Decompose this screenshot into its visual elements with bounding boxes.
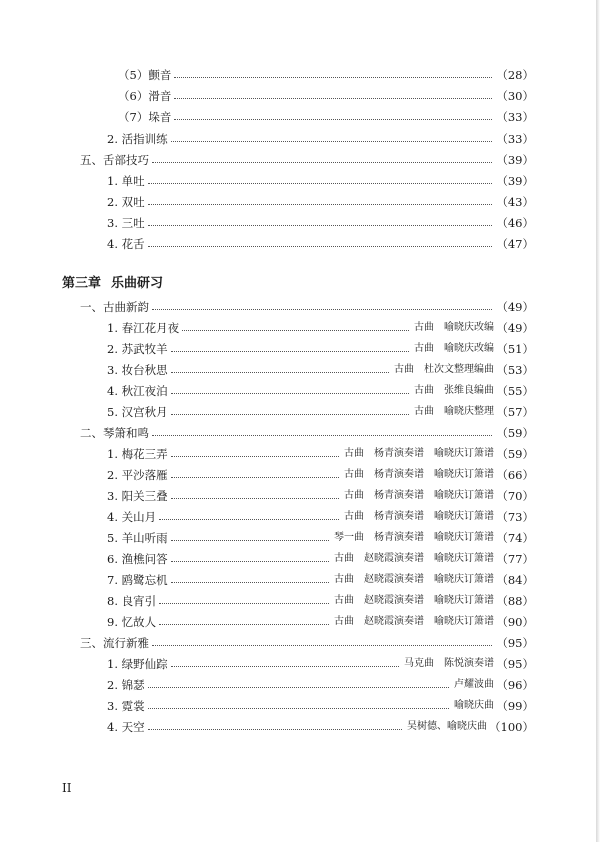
dot-leader <box>171 351 409 352</box>
toc-entry-page: （30） <box>496 89 534 103</box>
toc-entry-page: （95） <box>496 657 534 671</box>
toc-entry <box>0 340 600 358</box>
toc-entry-page: （39） <box>496 174 534 188</box>
toc-entry-credit: 马克曲 陈悦演奏谱 <box>401 655 494 673</box>
dot-leader <box>148 246 492 247</box>
dot-leader <box>148 204 492 205</box>
toc-entry <box>0 571 600 589</box>
toc-entry-credit: 古曲 杨青演奏谱 喻晓庆订箫谱 <box>341 445 494 463</box>
dot-leader <box>171 498 339 499</box>
toc-entry-title: 7. 鸥鹭忘机 <box>107 573 168 587</box>
toc-entry-page: （99） <box>496 699 534 713</box>
toc-entry-title: 2. 活指训练 <box>107 132 168 146</box>
toc-entry-credit: 吴树德、喻晓庆曲 <box>404 718 487 736</box>
dot-leader <box>174 77 492 78</box>
toc-entry <box>0 487 600 505</box>
toc-entry <box>0 151 600 169</box>
toc-entry <box>0 87 600 105</box>
toc-entry <box>0 655 600 673</box>
toc-entry <box>0 634 600 652</box>
toc-entry-page: （59） <box>496 426 534 440</box>
dot-leader <box>171 477 339 478</box>
toc-entry-page: （66） <box>496 468 534 482</box>
toc-entry-credit: 古曲 杨青演奏谱 喻晓庆订箫谱 <box>341 487 494 505</box>
toc-entry-page: （84） <box>496 573 534 587</box>
toc-entry <box>0 550 600 568</box>
page-number: II <box>62 781 72 795</box>
toc-entry <box>0 445 600 463</box>
dot-leader <box>171 372 389 373</box>
dot-leader <box>148 687 449 688</box>
toc-entry-title: 1. 梅花三弄 <box>107 447 168 461</box>
toc-entry-title: 1. 单吐 <box>107 174 145 188</box>
toc-entry-page: （90） <box>496 615 534 629</box>
toc-entry-page: （96） <box>496 678 534 692</box>
dot-leader <box>171 582 329 583</box>
toc-entry-title: 3. 三吐 <box>107 216 145 230</box>
toc-entry-page: （95） <box>496 636 534 650</box>
toc-entry-page: （53） <box>496 363 534 377</box>
toc-entry <box>0 193 600 211</box>
dot-leader <box>159 519 339 520</box>
toc-entry-page: （49） <box>496 300 534 314</box>
toc-entry-credit: 古曲 杨青演奏谱 喻晓庆订箫谱 <box>341 466 494 484</box>
toc-entry <box>0 676 600 694</box>
toc-entry-credit: 古曲 喻晓庆改编 <box>411 319 494 337</box>
toc-entry-title: （6）滑音 <box>118 89 172 103</box>
dot-leader <box>148 225 492 226</box>
toc-entry-title: 3. 阳关三叠 <box>107 489 168 503</box>
dot-leader <box>148 729 402 730</box>
dot-leader <box>159 603 329 604</box>
toc-entry-credit: 古曲 喻晓庆整理 <box>411 403 494 421</box>
toc-entry-page: （57） <box>496 405 534 419</box>
toc-entry <box>0 592 600 610</box>
toc-entry <box>0 319 600 337</box>
toc-entry-credit: 古曲 杨青演奏谱 喻晓庆订箫谱 <box>341 508 494 526</box>
toc-entry-page: （59） <box>496 447 534 461</box>
dot-leader <box>182 330 409 331</box>
toc-entry-title: 4. 花舌 <box>107 237 145 251</box>
toc-entry <box>0 172 600 190</box>
toc-entry <box>0 298 600 316</box>
toc-entry-page: （70） <box>496 489 534 503</box>
toc-entry-title: 4. 关山月 <box>107 510 157 524</box>
chapter-title: 乐曲研习 <box>111 276 164 291</box>
toc-entry <box>0 382 600 400</box>
toc-entry-title: （7）垛音 <box>118 110 172 124</box>
toc-entry-title: 9. 忆故人 <box>107 615 157 629</box>
toc-entry-credit: 古曲 杜次文整理编曲 <box>391 361 494 379</box>
dot-leader <box>174 119 492 120</box>
dot-leader <box>159 624 329 625</box>
toc-entry-page: （33） <box>496 132 534 146</box>
dot-leader <box>148 183 492 184</box>
toc-entry <box>0 108 600 126</box>
toc-entry-credit: 古曲 赵晓霞演奏谱 喻晓庆订箫谱 <box>331 592 494 610</box>
toc-entry <box>0 361 600 379</box>
toc-entry-page: （46） <box>496 216 534 230</box>
toc-entry-title: 4. 秋江夜泊 <box>107 384 168 398</box>
toc-entry-title: 1. 春江花月夜 <box>107 321 180 335</box>
toc-entry <box>0 214 600 232</box>
toc-entry-title: 3. 妆台秋思 <box>107 363 168 377</box>
toc-entry-page: （43） <box>496 195 534 209</box>
toc-entry-page: （73） <box>496 510 534 524</box>
dot-leader <box>171 561 329 562</box>
toc-entry-credit: 古曲 赵晓霞演奏谱 喻晓庆订箫谱 <box>331 550 494 568</box>
toc-entry-title: 3. 霓裳 <box>107 699 145 713</box>
toc-entry-page: （55） <box>496 384 534 398</box>
toc-entry-title: 一、古曲新韵 <box>80 300 149 314</box>
toc-entry-title: 2. 锦瑟 <box>107 678 145 692</box>
toc-entry-credit: 古曲 喻晓庆改编 <box>411 340 494 358</box>
toc-entry-page: （33） <box>496 110 534 124</box>
toc-entry-title: 1. 绿野仙踪 <box>107 657 168 671</box>
toc-entry-title: 4. 天空 <box>107 720 145 734</box>
dot-leader <box>171 393 409 394</box>
dot-leader <box>152 162 492 163</box>
toc-entry-title: 五、舌部技巧 <box>80 153 149 167</box>
toc-entry-credit: 喻晓庆曲 <box>451 697 494 715</box>
toc-entry-title: 2. 双吐 <box>107 195 145 209</box>
dot-leader <box>152 435 492 436</box>
toc-entry-page: （88） <box>496 594 534 608</box>
toc-entry <box>0 403 600 421</box>
page-edge-shadow <box>596 0 600 842</box>
toc-entry <box>0 466 600 484</box>
toc-entry <box>0 718 600 736</box>
toc-entry-page: （39） <box>496 153 534 167</box>
dot-leader <box>174 98 492 99</box>
toc-entry-credit: 琴一曲 杨青演奏谱 喻晓庆订箫谱 <box>331 529 494 547</box>
toc-entry-credit: 古曲 张维良编曲 <box>411 382 494 400</box>
toc-entry-title: （5）颤音 <box>118 68 172 82</box>
toc-entry-title: 2. 苏武牧羊 <box>107 342 168 356</box>
toc-entry-title: 8. 良宵引 <box>107 594 157 608</box>
toc-entry-title: 5. 羊山听雨 <box>107 531 168 545</box>
toc-entry-page: （49） <box>496 321 534 335</box>
toc-entry <box>0 130 600 148</box>
toc-entry-title: 5. 汉宫秋月 <box>107 405 168 419</box>
dot-leader <box>171 456 339 457</box>
dot-leader <box>152 309 492 310</box>
toc-entry <box>0 235 600 253</box>
toc-entry <box>0 697 600 715</box>
toc-entry-page: （77） <box>496 552 534 566</box>
chapter-heading <box>62 274 163 294</box>
toc-entry-page: （74） <box>496 531 534 545</box>
dot-leader <box>152 645 492 646</box>
toc-entry-title: 二、琴箫和鸣 <box>80 426 149 440</box>
toc-entry <box>0 66 600 84</box>
dot-leader <box>171 540 329 541</box>
toc-entry <box>0 508 600 526</box>
toc-entry-page: （47） <box>496 237 534 251</box>
dot-leader <box>171 414 409 415</box>
dot-leader <box>171 141 492 142</box>
toc-entry <box>0 424 600 442</box>
toc-entry-credit: 卢耀波曲 <box>451 676 494 694</box>
toc-entry-page: （28） <box>496 68 534 82</box>
toc-entry-title: 2. 平沙落雁 <box>107 468 168 482</box>
toc-entry-credit: 古曲 赵晓霞演奏谱 喻晓庆订箫谱 <box>331 613 494 631</box>
toc-entry <box>0 613 600 631</box>
toc-entry-page: （51） <box>496 342 534 356</box>
toc-entry-page: （100） <box>489 720 534 734</box>
toc-entry-title: 三、流行新雅 <box>80 636 149 650</box>
dot-leader <box>148 708 449 709</box>
toc-entry <box>0 529 600 547</box>
dot-leader <box>171 666 399 667</box>
chapter-number: 第三章 <box>62 276 102 291</box>
toc-entry-title: 6. 渔樵问答 <box>107 552 168 566</box>
toc-entry-credit: 古曲 赵晓霞演奏谱 喻晓庆订箫谱 <box>331 571 494 589</box>
